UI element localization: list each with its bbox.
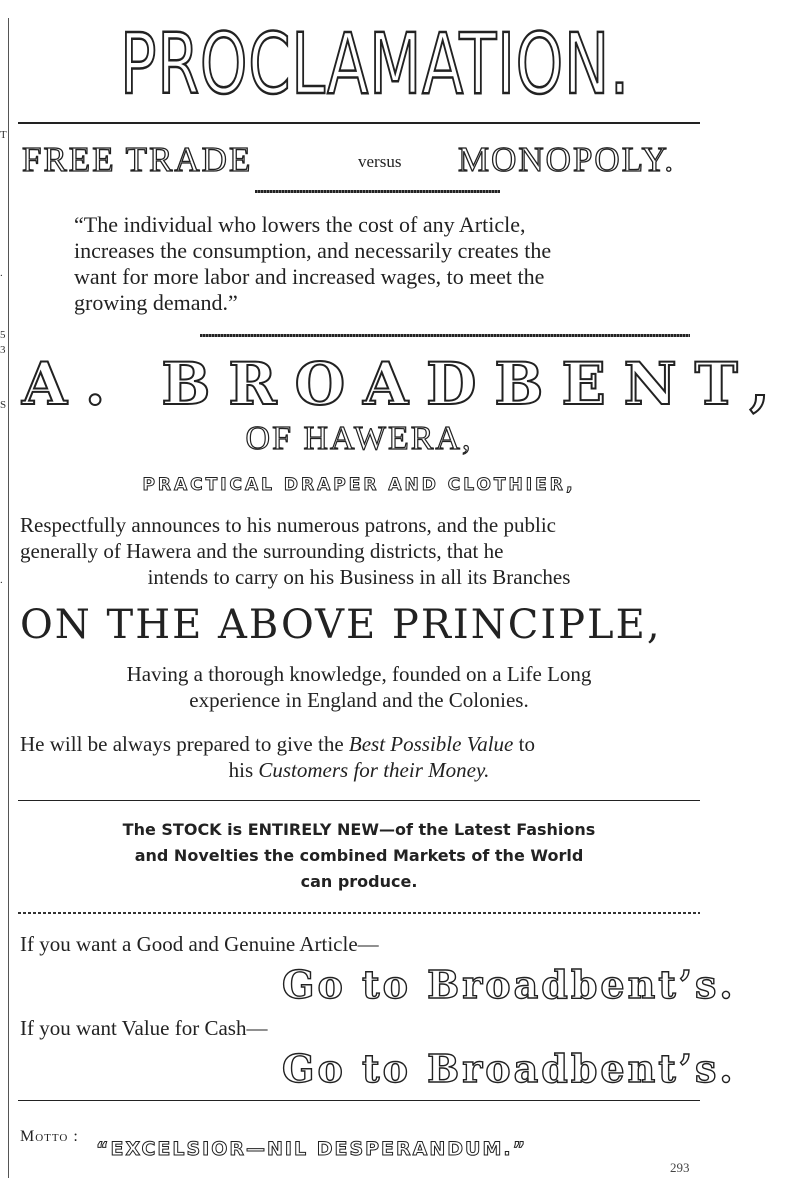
stock-line: and Novelties the combined Markets of the World	[134, 846, 584, 865]
merchant-name: A. BROADBENT,	[22, 350, 788, 418]
divider	[18, 912, 700, 914]
value-line	[20, 732, 535, 757]
divider	[18, 800, 700, 801]
quote-line: growing demand.”	[74, 290, 238, 315]
experience-line: Having a thorough knowledge, founded on a Life Long	[126, 662, 592, 686]
margin-mark: T	[0, 129, 7, 141]
merchant-trade: PRACTICAL DRAPER AND CLOTHIER,	[142, 475, 576, 495]
margin-mark: S	[0, 399, 7, 411]
page-number: 293	[670, 1160, 690, 1175]
stock-line: can produce.	[300, 872, 418, 891]
call-action: Go to Broadbent’s.	[282, 1046, 736, 1091]
call-prompt: If you want a Good and Genuine Article—	[20, 932, 379, 956]
value-line	[18, 758, 700, 783]
page-title: PROCLAMATION.	[120, 15, 630, 113]
stock-line: The STOCK is ENTIRELY NEW—of the Latest Fashions	[122, 820, 596, 839]
motto-label: Motto :	[20, 1128, 79, 1145]
divider	[18, 1100, 700, 1101]
column-rule	[8, 18, 9, 1178]
principle-heading: ON THE ABOVE PRINCIPLE,	[20, 602, 662, 648]
experience-line: experience in England and the Colonies.	[189, 688, 529, 712]
subheading-monopoly: MONOPOLY.	[458, 140, 676, 179]
quote-line: increases the consumption, and necessarily creates the	[74, 238, 552, 263]
merchant-town: OF HAWERA,	[245, 420, 473, 457]
value-text: He will be always prepared to give the	[20, 732, 349, 756]
margin-mark: .	[0, 267, 3, 279]
call-prompt: If you want Value for Cash—	[20, 1016, 268, 1040]
divider	[18, 122, 700, 124]
announcement-line: Respectfully announces to his numerous patrons, and the public	[20, 513, 556, 537]
value-text: to	[513, 732, 535, 756]
ornamental-rule	[200, 334, 690, 337]
subheading-free-trade: FREE TRADE	[22, 140, 253, 179]
value-emphasis: Customers for their Money.	[258, 758, 490, 782]
margin-mark: 3	[0, 344, 6, 356]
subheading-versus: versus	[358, 152, 402, 171]
announcement-line: generally of Hawera and the surrounding districts, that he	[20, 539, 504, 563]
value-text: his	[228, 758, 259, 782]
quote-line: “The individual who lowers the cost of any Article,	[74, 212, 526, 237]
value-emphasis: Best Possible Value	[348, 732, 514, 756]
margin-mark: .	[0, 574, 3, 586]
ornamental-rule	[255, 190, 500, 193]
announcement-line: intends to carry on his Business in all its Branches	[147, 565, 571, 589]
quote-line: want for more labor and increased wages, to meet the	[74, 264, 545, 289]
motto-text: “EXCELSIOR—NIL DESPERANDUM.”	[96, 1138, 528, 1160]
margin-mark: 5	[0, 329, 6, 341]
call-action: Go to Broadbent’s.	[282, 962, 736, 1007]
